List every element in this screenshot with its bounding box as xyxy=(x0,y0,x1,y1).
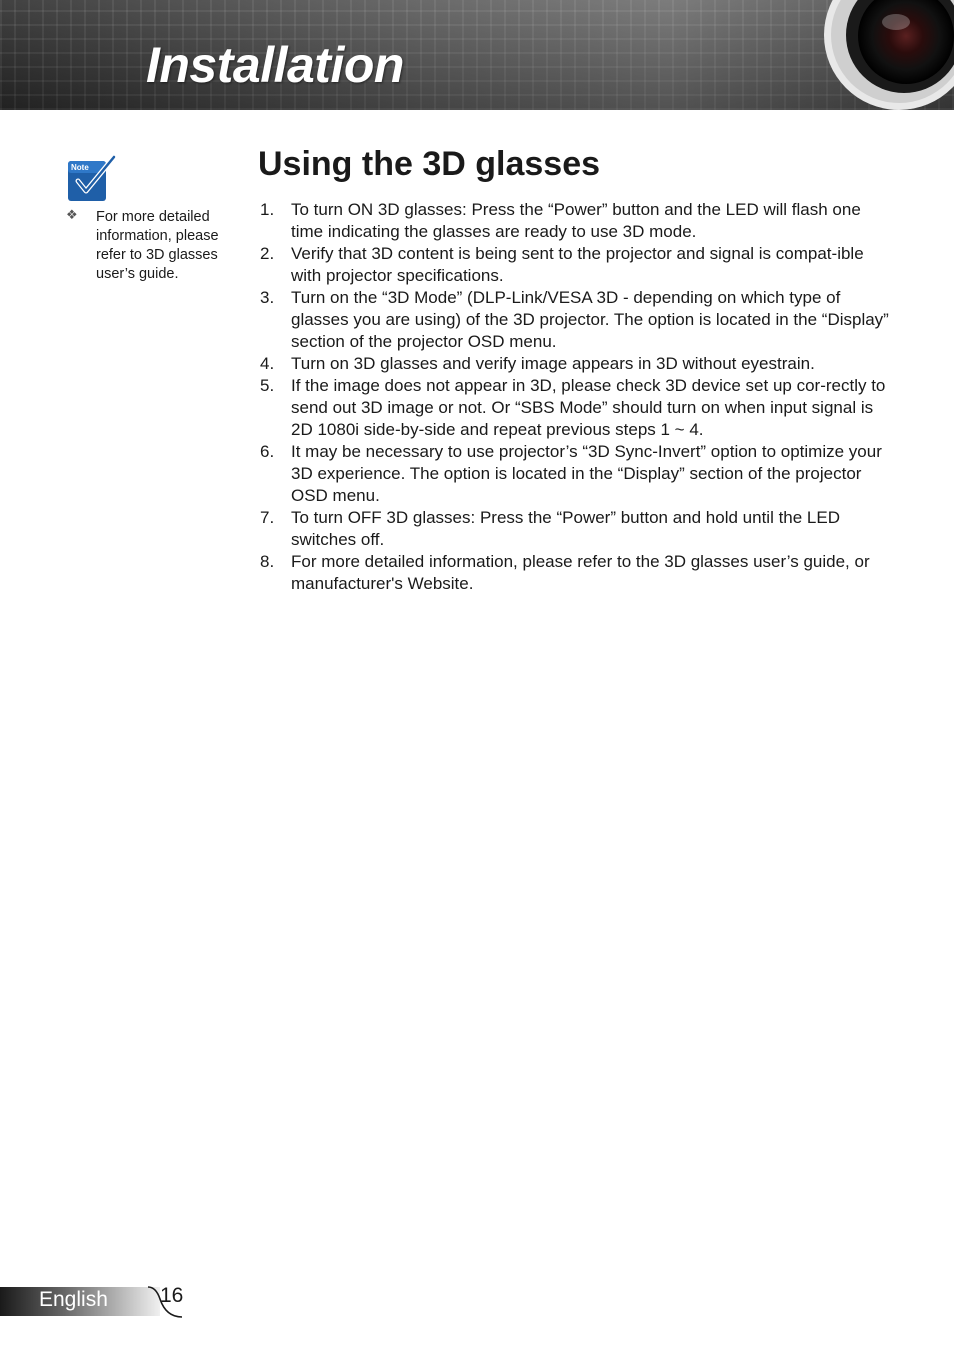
note-check-icon xyxy=(66,155,116,203)
list-item xyxy=(258,243,890,287)
list-item xyxy=(258,287,890,353)
list-item xyxy=(258,507,890,551)
footer-language: English xyxy=(39,1288,108,1311)
step-number: 3. xyxy=(260,288,275,307)
diamond-bullet-icon: ❖ xyxy=(66,207,78,222)
list-item xyxy=(258,375,890,441)
step-number: 2. xyxy=(260,244,275,263)
step-text: Turn on the “3D Mode” (DLP-Link/VESA 3D - depending on which type of glasses you are using) of the 3D projector. The option is located in the “Display” section of the projector OSD menu. xyxy=(291,288,889,351)
note-text: For more detailed information, please refer to 3D glasses user’s guide. xyxy=(96,209,219,282)
step-number: 8. xyxy=(260,552,275,571)
step-text: Verify that 3D content is being sent to the projector and signal is compat-ible with projector specifications. xyxy=(291,244,864,285)
step-text: If the image does not appear in 3D, please check 3D device set up cor-rectly to send out 3D image or not. Or “SBS Mode” should turn on when input signal is 2D 1080i side-by-side and repeat previous steps 1 ~ 4. xyxy=(291,376,886,439)
step-number: 1. xyxy=(260,200,275,219)
list-item xyxy=(258,441,890,507)
step-number: 6. xyxy=(260,442,275,461)
step-text: It may be necessary to use projector’s “3D Sync-Invert” option to optimize your 3D experience. The option is located in the “Display” section of the projector OSD menu. xyxy=(291,442,882,505)
step-text: To turn OFF 3D glasses: Press the “Power” button and hold until the LED switches off. xyxy=(291,508,840,549)
step-text: For more detailed information, please refer to the 3D glasses user’s guide, or manufacturer's Website. xyxy=(291,552,870,593)
steps-list xyxy=(258,199,890,595)
list-item xyxy=(258,551,890,595)
step-text: Turn on 3D glasses and verify image appears in 3D without eyestrain. xyxy=(291,354,815,373)
page-header xyxy=(0,0,954,110)
section-title: Using the 3D glasses xyxy=(258,145,601,183)
chapter-title: Installation xyxy=(146,37,404,93)
list-item xyxy=(258,353,890,375)
list-item xyxy=(258,199,890,243)
step-number: 7. xyxy=(260,508,275,527)
step-number: 4. xyxy=(260,354,275,373)
note-icon-label: Note xyxy=(71,163,89,172)
page-number: 16 xyxy=(160,1284,184,1307)
step-number: 5. xyxy=(260,376,275,395)
page-footer xyxy=(0,1283,200,1323)
step-text: To turn ON 3D glasses: Press the “Power” button and the LED will flash one time indicating the glasses are ready to use 3D mode. xyxy=(291,200,861,241)
projector-lens-icon xyxy=(804,0,954,110)
